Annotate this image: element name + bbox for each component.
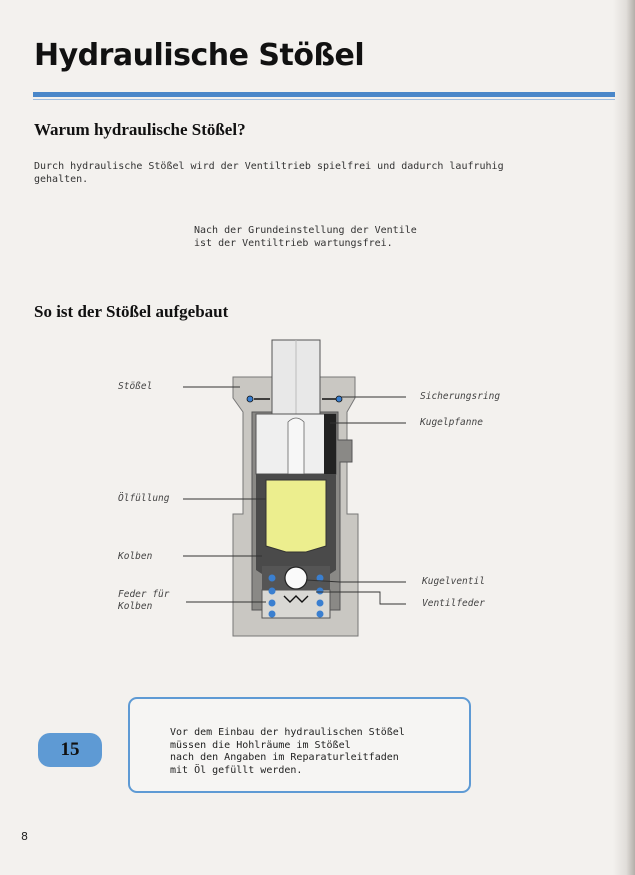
label-kugelpfanne: Kugelpfanne [420, 417, 483, 428]
label-sicherungsring: Sicherungsring [420, 391, 501, 402]
label-oelfuellung: Ölfüllung [118, 493, 170, 504]
retaining-ring-left [247, 396, 253, 402]
label-feder-fuer-kolben: Feder für Kolben [118, 589, 170, 612]
page-number: 8 [21, 830, 28, 843]
page-title: Hydraulische Stößel [34, 38, 365, 73]
label-stoessel: Stößel [118, 381, 153, 392]
ball-valve [285, 567, 307, 589]
section-number-badge: 15 [38, 733, 102, 767]
notice-text: Vor dem Einbau der hydraulischen Stößel müssen die Hohlräume im Stößel nach den Angaben im Reparaturleitfaden mit Öl gefüllt werden. [170, 727, 405, 776]
intro-paragraph: Durch hydraulische Stößel wird der Ventiltrieb spielfrei und dadurch laufruhig gehalten. [34, 161, 504, 185]
notice-box [128, 697, 471, 793]
label-kugelventil: Kugelventil [422, 576, 485, 587]
label-ventilfeder: Ventilfeder [422, 598, 485, 609]
label-kolben: Kolben [118, 551, 153, 562]
intro-note: Nach der Grundeinstellung der Ventile ist der Ventiltrieb wartungsfrei. [194, 225, 417, 249]
oil-chamber [266, 480, 326, 552]
construction-heading: So ist der Stößel aufgebaut [34, 302, 229, 321]
intro-heading: Warum hydraulische Stößel? [34, 120, 246, 139]
